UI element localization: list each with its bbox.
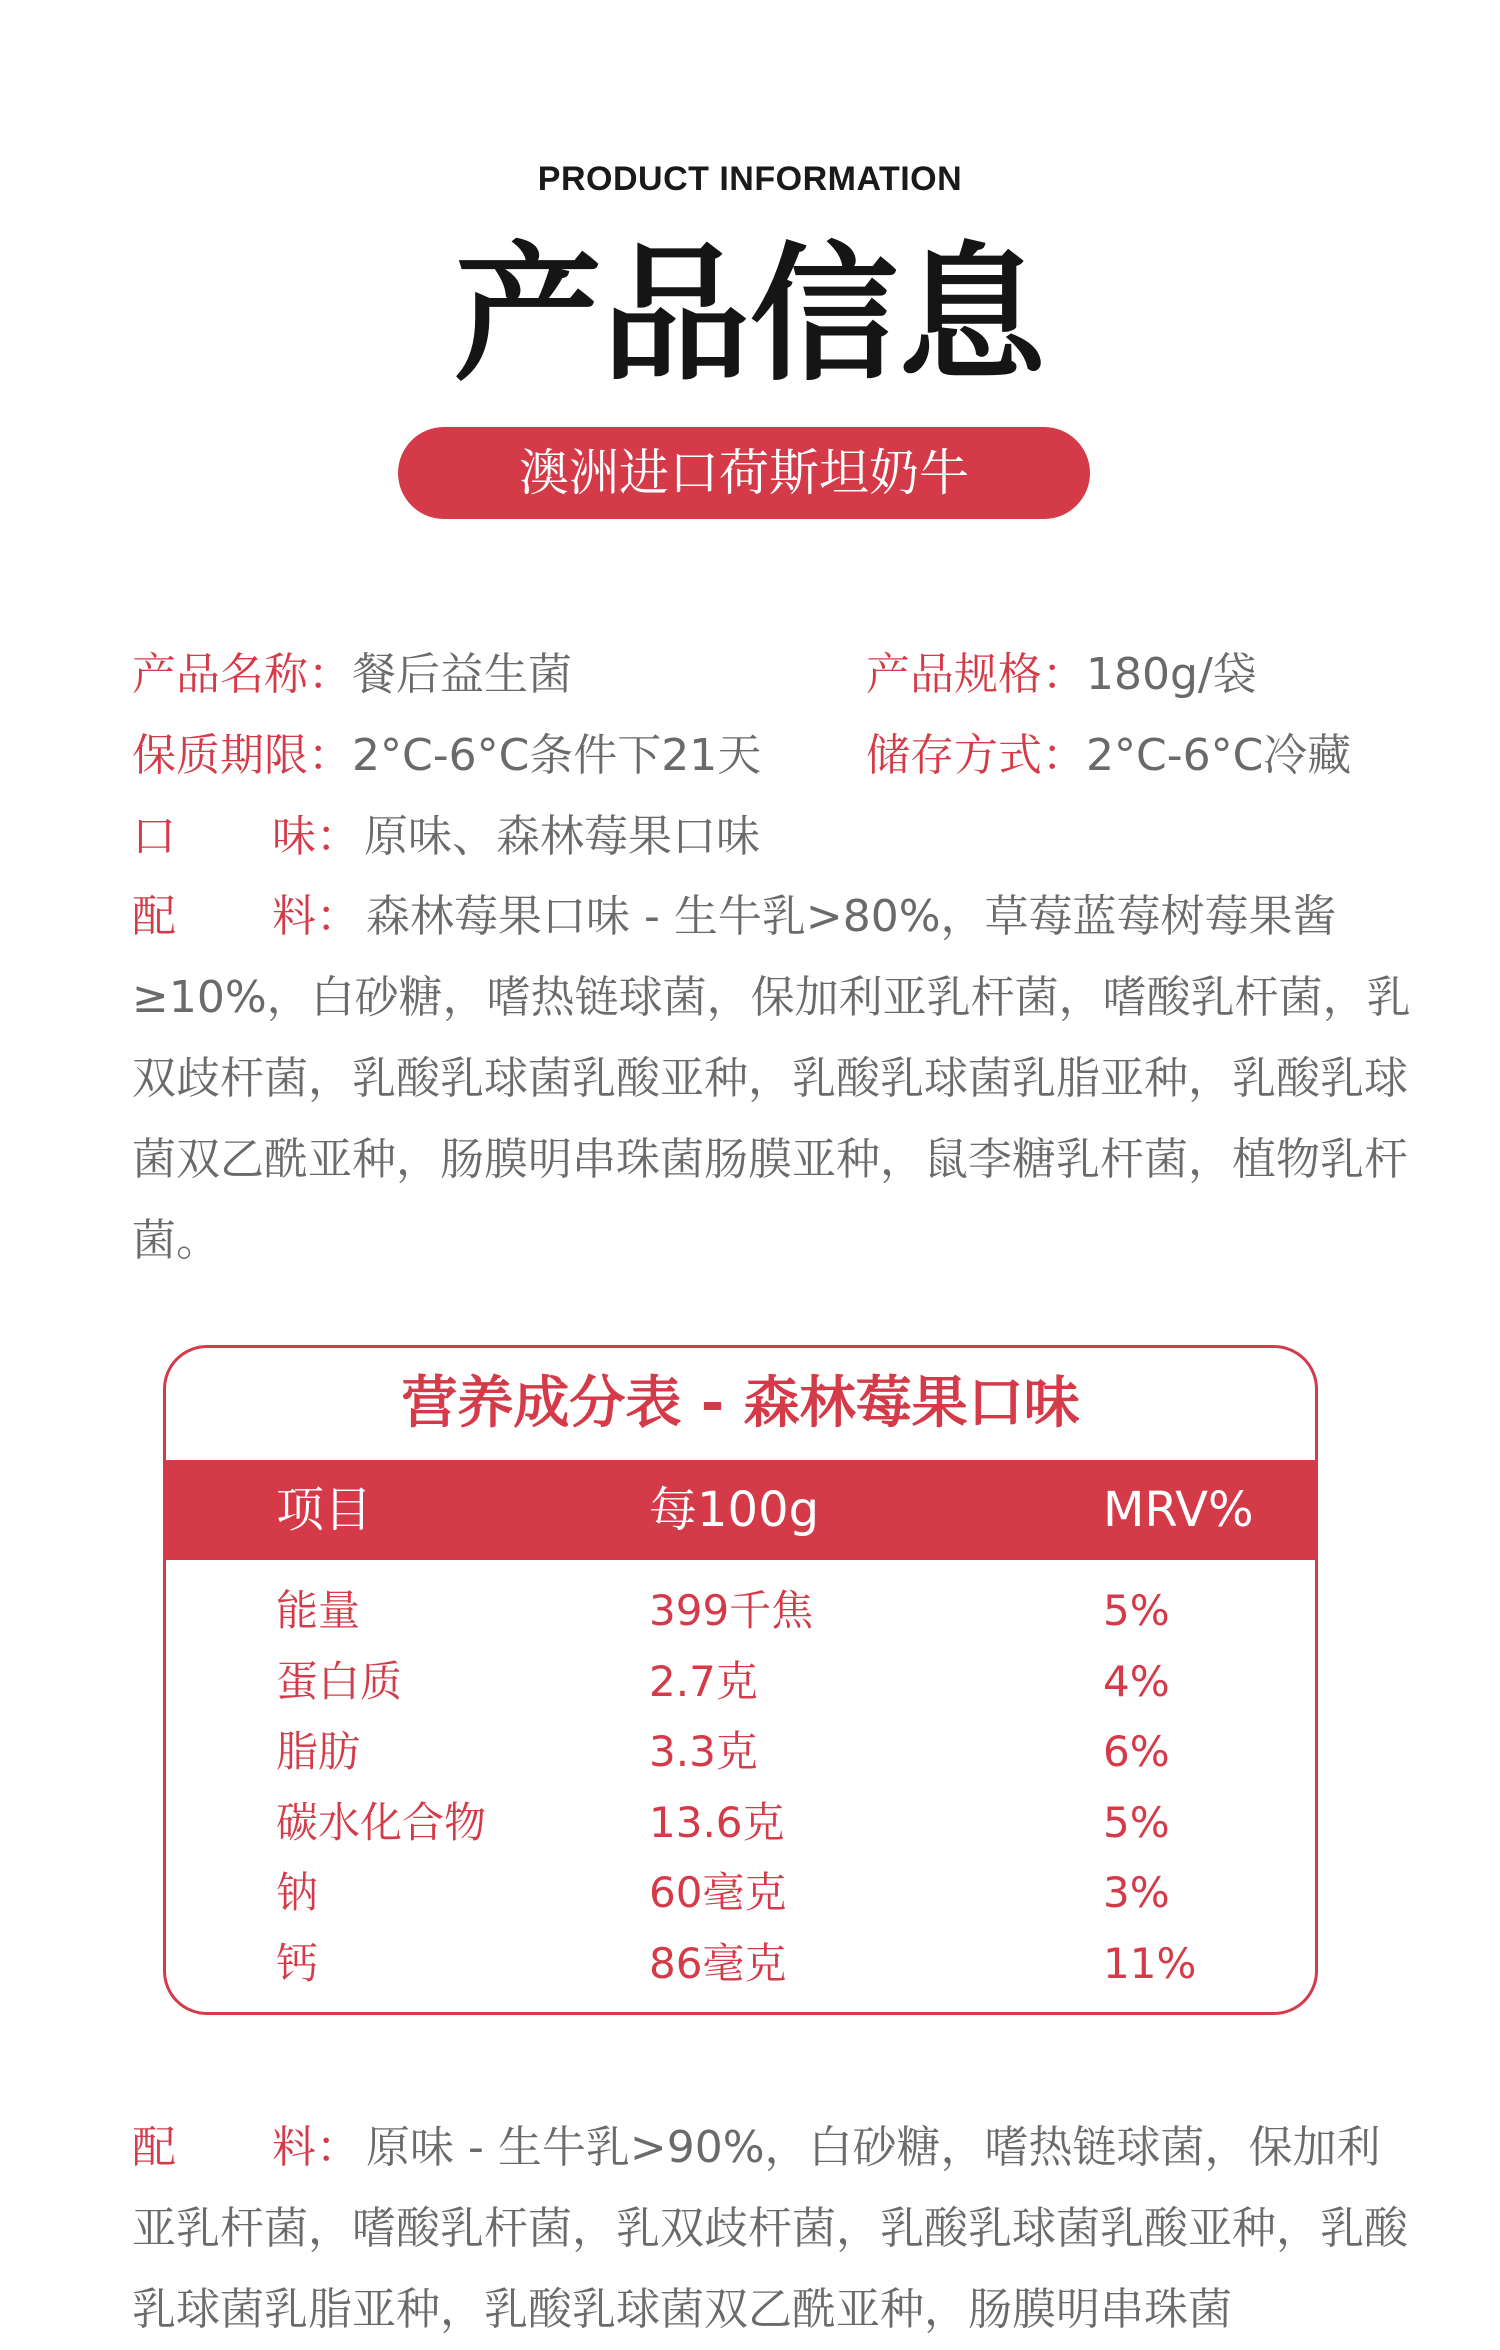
nutrient-name: 蛋白质 (276, 1656, 403, 1706)
nutrient-amount: 2.7克 (649, 1656, 758, 1706)
table-row (166, 1929, 1315, 2000)
nutrient-mrv: 5% (1103, 1797, 1170, 1847)
nutrient-mrv: 5% (1103, 1586, 1170, 1635)
info-spec-row (866, 645, 1257, 705)
nutrient-amount: 13.6克 (649, 1797, 785, 1847)
taste-label: 口 味： (132, 811, 360, 862)
nutrient-amount: 399千焦 (649, 1586, 814, 1635)
spec-value: 180g/袋 (1086, 649, 1257, 700)
header-item: 项目 (276, 1482, 373, 1538)
nutrient-amount: 3.3克 (649, 1727, 758, 1776)
nutrient-name: 钠 (276, 1868, 319, 1917)
info-shelf-row (132, 726, 761, 786)
nutrient-amount: 60毫克 (649, 1868, 787, 1917)
taste-value: 原味、森林莓果口味 (364, 811, 760, 862)
table-row (166, 1858, 1315, 1929)
shelf-label: 保质期限： (132, 730, 352, 781)
nutrient-mrv: 4% (1103, 1656, 1170, 1706)
ingredients-original-paragraph (132, 2107, 1412, 2350)
info-storage-row (866, 726, 1351, 786)
nutrient-amount: 86毫克 (649, 1938, 787, 1988)
nutrient-mrv: 6% (1103, 1727, 1170, 1776)
nutrient-name: 钙 (276, 1938, 319, 1988)
storage-label: 储存方式： (866, 730, 1086, 781)
ingredients-original-label: 配 料： (132, 2122, 360, 2173)
subtitle-english: PRODUCT INFORMATION (537, 160, 963, 198)
info-taste-row (132, 807, 760, 867)
ingredients-value: 森林莓果口味 - 生牛乳>80%，草莓蓝莓树莓果酱≥10%，白砂糖，嗜热链球菌，保加利亚乳杆菌，嗜酸乳杆菌，乳双歧杆菌，乳酸乳球菌乳酸亚种，乳酸乳球菌乳脂亚种，乳酸乳球菌双乙酰亚种，肠膜明串珠菌肠膜亚种，鼠李糖乳杆菌，植物乳杆菌。 (132, 891, 1411, 1266)
nutrient-name: 脂肪 (276, 1727, 361, 1776)
info-name-row (132, 645, 572, 705)
shelf-value: 2°C-6°C条件下21天 (352, 730, 762, 781)
nutrition-table-body (166, 1576, 1315, 1999)
nutrition-table (163, 1345, 1318, 2015)
table-row (166, 1717, 1315, 1788)
spec-label: 产品规格： (866, 649, 1086, 700)
table-row (166, 1788, 1315, 1859)
ingredients-paragraph (132, 876, 1412, 1281)
origin-badge: 澳洲进口荷斯坦奶牛 (398, 427, 1090, 519)
page-title: 产品信息 (454, 229, 1046, 401)
name-value: 餐后益生菌 (352, 649, 572, 700)
ingredients-label: 配 料： (132, 891, 360, 942)
nutrient-name: 能量 (276, 1586, 361, 1635)
table-row (166, 1647, 1315, 1718)
nutrition-table-title: 营养成分表 - 森林莓果口味 (401, 1371, 1080, 1436)
name-label: 产品名称： (132, 649, 352, 700)
nutrient-mrv: 3% (1103, 1868, 1170, 1917)
storage-value: 2°C-6°C冷藏 (1086, 730, 1352, 781)
nutrient-name: 碳水化合物 (276, 1797, 487, 1847)
header-per-100g: 每100g (649, 1482, 820, 1538)
header-mrv: MRV% (1103, 1482, 1254, 1538)
ingredients-original-value: 原味 - 生牛乳>90%，白砂糖，嗜热链球菌，保加利亚乳杆菌，嗜酸乳杆菌，乳双歧杆菌，乳酸乳球菌乳酸亚种，乳酸乳球菌乳脂亚种，乳酸乳球菌双乙酰亚种，肠膜明串珠菌 (132, 2122, 1408, 2335)
nutrition-table-header (166, 1460, 1315, 1560)
table-row (166, 1576, 1315, 1647)
nutrient-mrv: 11% (1103, 1938, 1197, 1988)
